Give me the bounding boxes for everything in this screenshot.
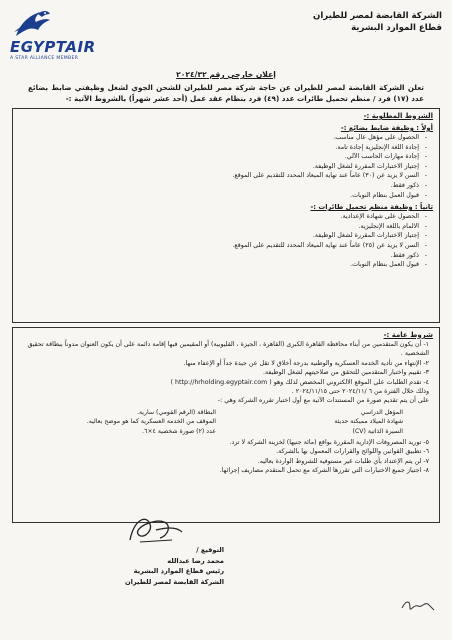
cargo-officer-title: أولاً : وظيفة ضابط بضائع :- — [340, 124, 433, 132]
egyptair-logo — [10, 6, 128, 61]
document-item: السيرة الذاتية (CV) — [352, 427, 403, 435]
announcement-title: إعلان خارجي رقم ٢٠٢٤/٣٢ — [176, 70, 276, 79]
organization-name — [313, 10, 442, 34]
list-item: - السن لا يزيد عن (٢٥) عاماً عند نهاية الميعاد المحدد للتقديم على الموقع. — [19, 241, 419, 251]
document-item: عدد (٢) صورة شخصية ٤×٦. — [142, 427, 216, 435]
general-conditions-list — [19, 340, 433, 406]
list-item: - قبول العمل بنظام النوبات. — [19, 260, 419, 270]
requirements-section — [12, 108, 440, 323]
org-line-2: قطاع الموارد البشرية — [351, 23, 442, 33]
horus-falcon-icon — [10, 6, 54, 40]
list-item: ٥- توريد المصروفات الإدارية المقررة بواقع (مائة جنيها) لخزينة الشركة لا ترد. — [229, 439, 429, 447]
logo-wordmark: EGYPTAIR — [10, 38, 96, 56]
announcement-intro: تعلن الشركة القابضة لمصر للطيران عن حاجة شركة مصر للطيران للشحن الجوي لشغل وظيفتي ضابط بضائع عدد (١٧) فرد / منظم تحميل طائرات عدد (٤٩) فرد بنظام عقد عمل (أحد عشر شهراً) بالشروط الآتية :- — [28, 83, 424, 103]
requirements-heading: الشروط المطلوبة :- — [363, 112, 433, 120]
list-item: - إجتياز الاختبارات المقررة لشغل الوظيفة. — [19, 231, 419, 241]
list-item: ٦- تطبيق القوانين واللوائح والقرارات المعمول بها بالشركة. — [276, 448, 429, 456]
document-item: الموقف من الخدمة العسكرية كما هو موضح بعاليه. — [86, 418, 216, 426]
list-item: - الحصول على مؤهل عال مناسب. — [19, 133, 419, 143]
handwritten-signature — [120, 510, 190, 550]
document-item: البطاقة (الرقم القومي) سارية. — [137, 408, 216, 416]
logo-tagline: A STAR ALLIANCE MEMBER — [10, 56, 79, 61]
list-item: ٢- الإنتهاء من تأدية الخدمة العسكرية والوطنية بدرجة أخلاق لا تقل عن جيدة جداً أو الإعفاء منها. — [183, 359, 429, 367]
list-item: - إجادة اللغة الإنجليزية إجادة تامة. — [19, 143, 419, 153]
list-item: - ذكور فقط. — [19, 251, 419, 261]
list-item: ٣- تقييم واختبار المتقدمين للتحقق من صلاحيتهم لشغل الوظيفة. — [262, 369, 429, 377]
list-item: ٤- تقدم الطلبات على الموقع الالكتروني المخصص لذلك وهو ( http://hrholding.egyptair.com ) — [170, 378, 429, 386]
signatory-name: محمد رضا عبدالله — [167, 556, 224, 565]
list-item: - الحصول على شهادة الإعدادية. — [19, 212, 419, 222]
document-item: المؤهل الدراسي — [360, 408, 403, 416]
cargo-officer-requirements — [19, 133, 433, 200]
list-item: - السن لا يزيد عن (٣٠) عاماً عند نهاية الميعاد المحدد للتقديم على الموقع. — [19, 171, 419, 181]
list-item: ٨- اجتياز جميع الاختبارات التي تقررها الشركة مع تحمل المتقدم مصاريف إجرائها. — [219, 467, 429, 475]
list-item: - إجادة مهارات الحاسب الآلي. — [19, 152, 419, 162]
list-item: - ذكور فقط. — [19, 181, 419, 191]
signatory-company: الشركة القابضة لمصر للطيران — [125, 577, 224, 586]
signature-label: التوقيع / — [196, 546, 224, 554]
list-item: - إجتياز الاختبارات المقررة لشغل الوظيفة. — [19, 162, 419, 172]
org-line-1: الشركة القابضة لمصر للطيران — [313, 11, 442, 21]
list-item: - قبول العمل بنظام النوبات. — [19, 191, 419, 201]
required-documents — [19, 406, 433, 438]
list-item: وذلك خلال الفترة من ٦ /٢٠٢٤/١١ حتى ٢٠٢٤/١١/١٥ . — [291, 388, 429, 396]
list-item: ٧- لن يتم الإعتداد بأي طلبات غير مستوفية للشروط الواردة بعاليه. — [257, 457, 429, 465]
letterhead — [10, 6, 442, 66]
general-conditions-heading: شروط عامة :- — [383, 331, 433, 339]
handwritten-initials — [398, 594, 438, 618]
general-conditions-section — [12, 327, 440, 523]
load-controller-title: ثانياً : وظيفة منظم تحميل طائرات :- — [310, 203, 433, 212]
list-item: - الالمام باللغة الإنجليزية. — [19, 222, 419, 232]
signatory-position: رئيس قطاع الموارد البشرية — [133, 567, 224, 575]
general-conditions-list-continued — [19, 438, 433, 476]
list-item: ١- أن يكون المتقدمين من أبناء محافظة القاهرة الكبرى (القاهرة ، الجيزة ، القليوبية) أو المقيمين فيها إقامة دائمة على أن يكون العنوان مدوناً ببطاقة تحقيق الشخصية . — [27, 341, 429, 358]
load-controller-requirements — [19, 212, 433, 270]
list-item: على أن يتم تقديم صورة من المستندات الآتية مع أول اختبار تقرره الشركة وهي :- — [217, 397, 429, 405]
document-item: شهادة الميلاد مميكنة حديثة — [334, 418, 403, 426]
signature-block — [24, 545, 224, 587]
